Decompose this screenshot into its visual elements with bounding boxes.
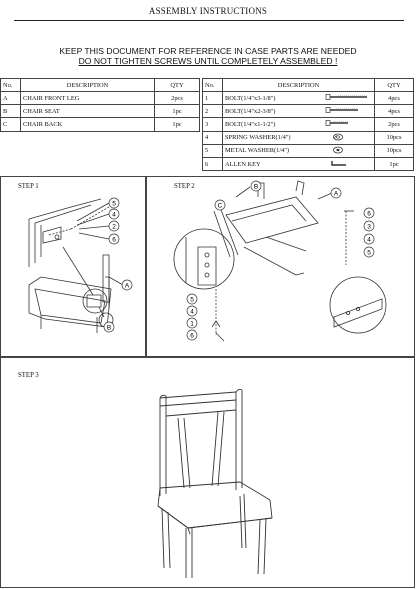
callout-4-label: 4 bbox=[367, 236, 371, 244]
hardware-qty: 1pc bbox=[375, 157, 414, 170]
hardware-description: ALLEN KEY bbox=[223, 157, 323, 170]
spring-washer-icon bbox=[324, 133, 370, 141]
hardware-description: BOLT(1/4"x2-3/8") bbox=[223, 105, 323, 118]
parts-header-qty: QTY bbox=[155, 79, 200, 92]
step-3-assembled-chair bbox=[140, 378, 290, 583]
hardware-description: SPRING WASHER(1/4") bbox=[223, 131, 323, 144]
table-row bbox=[203, 105, 414, 118]
warning-do-not-tighten: DO NOT TIGHTEN SCREWS UNTIL COMPLETELY ASSEMBLED ! bbox=[78, 56, 338, 66]
table-row bbox=[1, 92, 200, 105]
step-2-label: STEP 2 bbox=[174, 183, 195, 190]
part-no: C bbox=[1, 118, 21, 131]
part-qty: 1pc bbox=[155, 118, 200, 131]
page-title: ASSEMBLY INSTRUCTIONS bbox=[148, 6, 268, 16]
part-description: CHAIR BACK bbox=[21, 118, 155, 131]
hardware-no: 2 bbox=[203, 105, 223, 118]
hardware-table bbox=[202, 78, 414, 171]
table-row bbox=[1, 118, 200, 131]
medium-bolt-icon bbox=[324, 106, 370, 114]
table-row bbox=[203, 131, 414, 144]
hardware-qty: 2pcs bbox=[375, 118, 414, 131]
callout-6-label: 6 bbox=[112, 236, 116, 244]
callout-4-label: 4 bbox=[112, 211, 116, 219]
step-3-label: STEP 3 bbox=[18, 372, 39, 379]
callout-a-label: A bbox=[333, 190, 339, 198]
long-bolt-icon bbox=[324, 93, 370, 101]
table-row bbox=[1, 105, 200, 118]
table-row bbox=[203, 144, 414, 157]
callout-2-label: 2 bbox=[112, 223, 116, 231]
hardware-description: BOLT(1/4"x1-1/2") bbox=[223, 118, 323, 131]
hardware-qty: 10pcs bbox=[375, 131, 414, 144]
hardware-header-no: No. bbox=[203, 79, 223, 92]
callout-3-label: 3 bbox=[367, 223, 371, 231]
allen-key-icon bbox=[324, 159, 370, 167]
step-2-diagram bbox=[146, 177, 412, 355]
callout-6-label: 6 bbox=[190, 332, 194, 340]
hardware-no: 6 bbox=[203, 157, 223, 170]
hardware-description: METAL WASHER(1/4") bbox=[223, 144, 323, 157]
part-no: B bbox=[1, 105, 21, 118]
title-divider bbox=[14, 20, 404, 21]
hardware-header-description: DESCRIPTION bbox=[223, 79, 375, 92]
part-qty: 1pc bbox=[155, 105, 200, 118]
step-1-diagram bbox=[1, 177, 145, 355]
hardware-qty: 10pcs bbox=[375, 144, 414, 157]
step-1-label: STEP 1 bbox=[18, 183, 39, 190]
callout-a-label: A bbox=[124, 282, 130, 290]
part-description: CHAIR FRONT LEG bbox=[21, 92, 155, 105]
parts-table bbox=[0, 78, 200, 132]
hardware-no: 1 bbox=[203, 92, 223, 105]
metal-washer-icon bbox=[324, 146, 370, 154]
callout-5-label: 5 bbox=[190, 296, 194, 304]
hardware-description: BOLT(1/4"x3-1/8") bbox=[223, 92, 323, 105]
hardware-qty: 4pcs bbox=[375, 92, 414, 105]
callout-4-label: 4 bbox=[190, 308, 194, 316]
parts-header-no: No. bbox=[1, 79, 21, 92]
callout-6-label: 6 bbox=[367, 210, 371, 218]
hardware-qty: 4pcs bbox=[375, 105, 414, 118]
hardware-header-qty: QTY bbox=[375, 79, 414, 92]
table-row bbox=[203, 157, 414, 170]
parts-header-description: DESCRIPTION bbox=[21, 79, 155, 92]
part-description: CHAIR SEAT bbox=[21, 105, 155, 118]
warning-keep-document: KEEP THIS DOCUMENT FOR REFERENCE IN CASE PARTS ARE NEEDED bbox=[59, 46, 357, 56]
table-row bbox=[203, 92, 414, 105]
callout-5-label: 5 bbox=[367, 249, 371, 257]
hardware-table-header bbox=[203, 79, 414, 92]
short-bolt-icon bbox=[324, 119, 370, 127]
callout-c-label: C bbox=[217, 202, 223, 210]
hardware-no: 5 bbox=[203, 144, 223, 157]
table-row bbox=[203, 118, 414, 131]
callout-1-label: 1 bbox=[190, 320, 194, 328]
parts-table-header bbox=[1, 79, 200, 92]
callout-b-label: B bbox=[106, 324, 112, 332]
part-qty: 2pcs bbox=[155, 92, 200, 105]
callout-5-label: 5 bbox=[112, 200, 116, 208]
callout-b-label: B bbox=[253, 183, 259, 191]
part-no: A bbox=[1, 92, 21, 105]
hardware-no: 3 bbox=[203, 118, 223, 131]
hardware-no: 4 bbox=[203, 131, 223, 144]
